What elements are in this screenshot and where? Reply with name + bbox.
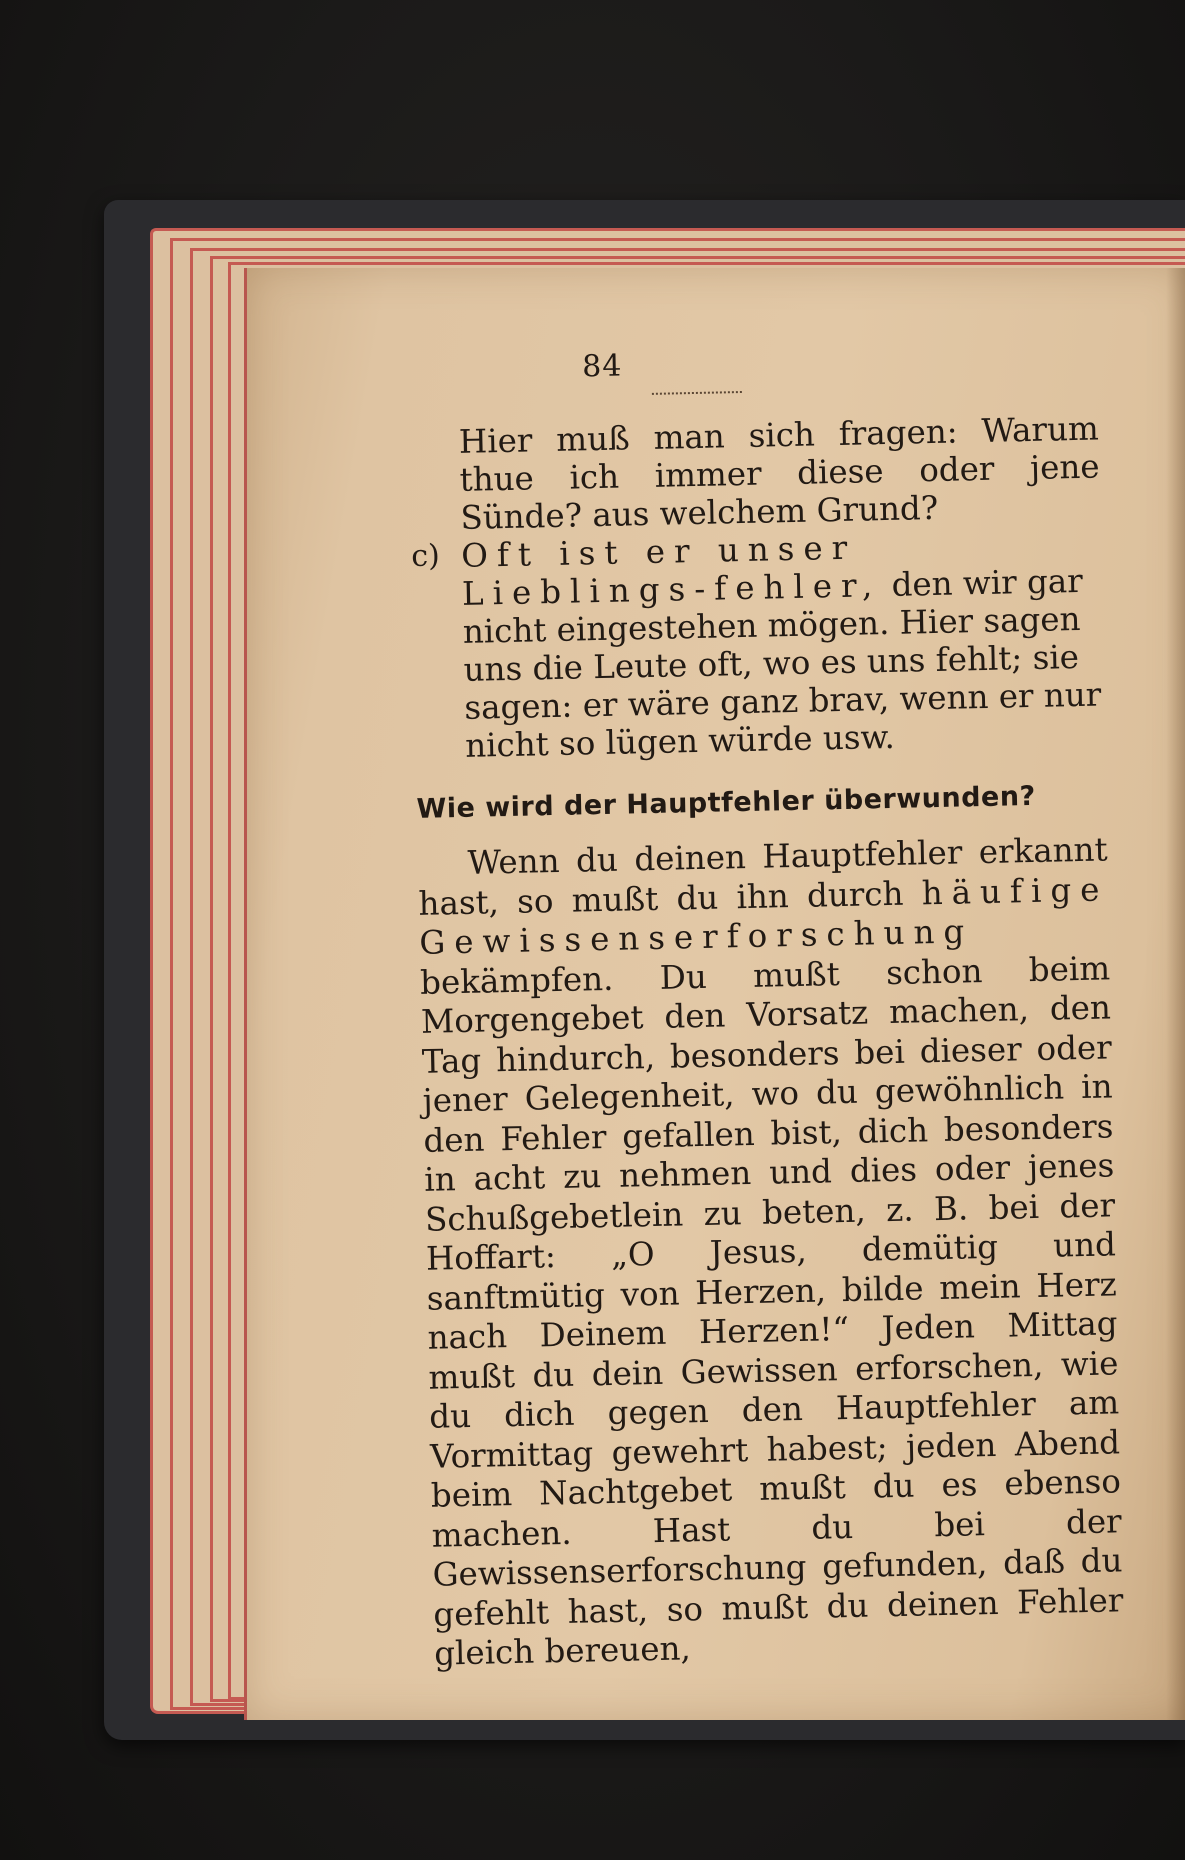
body-text-part-2: bekämpfen. Du mußt schon beim Morgengebet den Vorsatz machen, den Tag hindurch, besonders bei dieser oder jener Gelegenheit, wo du gewöhnlich in den Fehler gefallen bist, dich besonders in acht zu nehmen und dies oder jenes Schußgebetlein zu beten, z. B. bei der Hoffart: „O Jesus, demütig und sanftmütig von Herzen, bilde mein Herz nach Deinem Herzen!“ Jeden Mittag mußt du dein Gewissen erforschen, wie du dich gegen den Hauptfehler am Vormittag gewehrt habest; jeden Abend beim Nachtgebet mußt du es ebenso machen. Hast du bei der Gewissenserforschung gefunden, daß du gefehlt hast, so mußt du deinen Fehler gleich bereuen, xyxy=(419,948,1124,1673)
page-number-ornament xyxy=(652,385,742,395)
section-heading: Wie wird der Hauptfehler überwunden? xyxy=(416,780,1037,825)
body-text-part-1: Wenn du deinen Hauptfehler erkannt hast, so mußt du ihn durch xyxy=(418,830,1108,923)
page-text-block xyxy=(407,339,1125,1675)
list-item-letter: c) xyxy=(410,538,441,574)
spaced-emphasis-text: Oft ist er unser Lieblings-fehler, xyxy=(460,528,882,613)
book-page xyxy=(244,268,1185,1720)
list-item-c xyxy=(411,524,1106,766)
paragraph-question: Hier muß man sich fragen: Warum thue ich immer diese oder jene Sünde? aus welchem Grund? xyxy=(458,409,1100,537)
spaced-emphasis-text: häufige Gewissenserforschung xyxy=(418,869,1109,962)
page-gutter-shadow xyxy=(1166,268,1185,1720)
list-item-text: den wir gar nicht eingestehen mögen. Hier sagen uns die Leute oft, wo es uns fehlt; sie sagen: er wäre ganz brav, wenn er nur nicht so lügen würde usw. xyxy=(462,561,1102,765)
body-paragraph xyxy=(417,830,1124,1674)
page-number: 84 xyxy=(581,348,623,385)
